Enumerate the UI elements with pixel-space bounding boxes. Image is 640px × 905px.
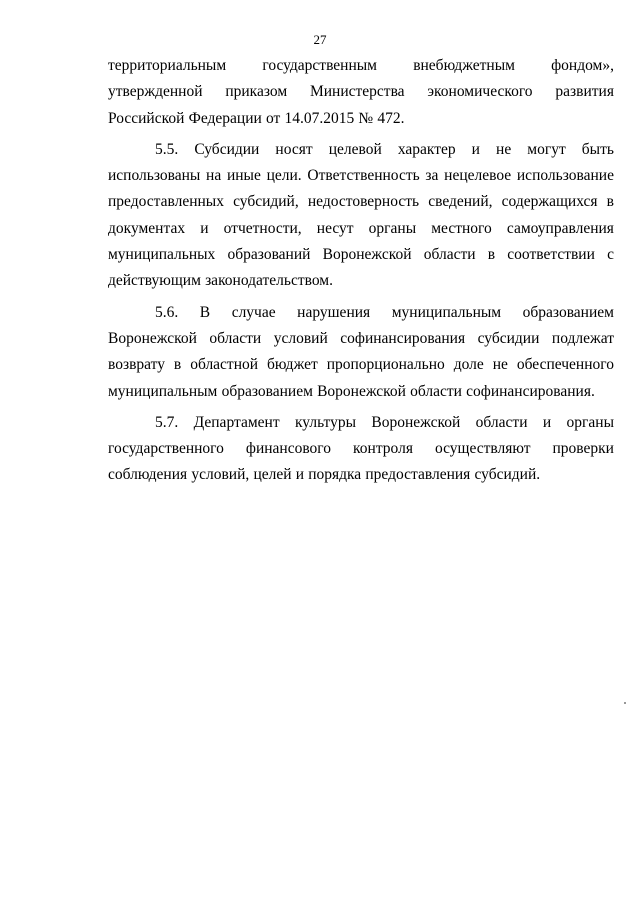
text-line: соблюдения условий, целей и порядка предоставления субсидий. <box>108 466 541 484</box>
text-line: 5.5. Субсидии носят целевой характер и не могут быть <box>155 140 614 158</box>
text-line: утвержденной приказом Министерства экономического развития <box>108 83 614 101</box>
paragraph-continuation <box>108 53 614 132</box>
document-body <box>108 53 614 489</box>
text-line: использованы на иные цели. Ответственность за нецелевое использование <box>108 167 614 185</box>
page-number: 27 <box>313 32 327 47</box>
text-line: документах и отчетности, несут органы местного самоуправления <box>108 219 614 237</box>
paragraph-clause-5-6 <box>108 300 614 405</box>
text-line: предоставленных субсидий, недостоверность сведений, содержащихся в <box>108 193 614 211</box>
text-line: возврату в областной бюджет пропорционально доле не обеспеченного <box>108 356 614 374</box>
text-line: государственного финансового контроля осуществляют проверки <box>108 440 614 458</box>
text-line: муниципальным образованием Воронежской области софинансирования. <box>108 382 595 400</box>
text-line: Российской Федерации от 14.07.2015 № 472. <box>108 109 405 127</box>
paragraph-clause-5-7 <box>108 410 614 489</box>
text-line: 5.6. В случае нарушения муниципальным образованием <box>155 303 614 321</box>
text-line: действующим законодательством. <box>108 272 333 290</box>
paragraph-clause-5-5 <box>108 137 614 295</box>
scan-speck <box>624 702 626 704</box>
text-line: Воронежской области условий софинансирования субсидии подлежат <box>108 329 614 347</box>
text-line: муниципальных образований Воронежской области в соответствии с <box>108 246 614 264</box>
text-line: 5.7. Департамент культуры Воронежской области и органы <box>155 413 614 431</box>
text-line: территориальным государственным внебюджетным фондом», <box>108 57 614 74</box>
